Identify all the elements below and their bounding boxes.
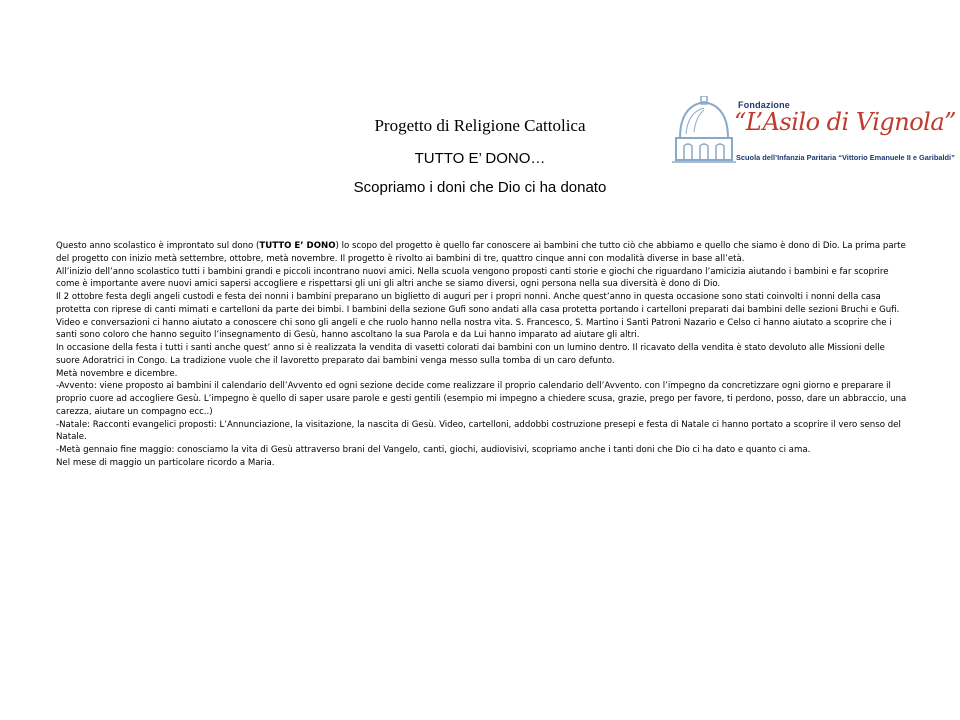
project-subtitle: TUTTO E’ DONO…	[414, 150, 546, 167]
intro-text-b: ) lo scopo del progetto è quello far conoscere ai bambini che tutto ciò che abbiamo e quello che siamo è dono di Dio. La prima parte del progetto con inizio metà settembre, ottobre, metà novembre. Il progetto è rivolto ai bambini di tre, quattro cinque anni con modalità diverse in base all’età.	[56, 241, 906, 264]
foundation-logo	[672, 96, 956, 168]
dome-building-icon	[672, 96, 736, 166]
intro-text-a: Questo anno scolastico è improntato sul dono (	[56, 241, 260, 251]
paragraph-intro	[56, 240, 908, 266]
page-title: Progetto di Religione Cattolica	[374, 116, 586, 135]
project-tagline: Scopriamo i doni che Dio ci ha donato	[353, 179, 607, 196]
paragraph-advent: -Avvento: viene proposto ai bambini il calendario dell’Avvento ed ogni sezione decide come realizzare il proprio calendario dell’Avvento. con l’impegno da concretizzare ogni giorno e preparare il proprio cuore ad accogliere Gesù. L’impegno è quello di saper usare parole e gesti gentili (esempio mi impegno a chiedere scusa, grazie, prego per favore, ti perdono, posso, dare un abbraccio, una carezza, aiutare un compagno ecc..)	[56, 381, 907, 417]
paragraph-christmas: -Natale: Racconti evangelici proposti: L’Annunciazione, la visitazione, la nascita di Gesù. Video, cartelloni, addobbi costruzione presepi e festa di Natale ci hanno portato a scoprire il vero senso del Natale.	[56, 419, 901, 443]
paragraph-saints: Video e conversazioni ci hanno aiutato a conoscere chi sono gli angeli e che ruolo hanno nella nostra vita. S. Francesco, S. Martino i Santi Patroni Nazario e Celso ci hanno aiutato a scoprire che i santi sono coloro che hanno seguito l’insegnamento di Gesù, hanno ascoltano la sua Parola e da Lui hanno imparato ad aiutare gli altri.	[56, 317, 892, 341]
intro-bold-title: TUTTO E’ DONO	[259, 241, 336, 251]
paragraph-mary: Nel mese di maggio un particolare ricordo a Maria.	[56, 457, 275, 468]
logo-school-label: Scuola dell’Infanzia Paritaria “Vittorio Emanuele II e Garibaldi”	[736, 153, 955, 162]
logo-foundation-label: Fondazione	[738, 100, 790, 110]
paragraph-all-saints: In occasione della festa i tutti i santi anche quest’ anno si è realizzata la vendita di vasetti colorati dai bambini con un lumino dentro. Il ricavato della vendita è stato devoluto alle Missioni delle suore Adoratrici in Congo. La tradizione vuole che il lavoretto preparato dai bambini venga messo sulla tomba di un caro defunto.	[56, 343, 885, 366]
project-description	[56, 240, 908, 470]
paragraph-jesus-life: -Metà gennaio fine maggio: conosciamo la vita di Gesù attraverso brani del Vangelo, canti, giochi, audiovisivi, scopriamo anche i tanti doni che Dio ci ha dato e quanto ci ama.	[56, 445, 811, 455]
paragraph-guardian-angels: Il 2 ottobre festa degli angeli custodi e festa dei nonni i bambini preparano un biglietto di auguri per i propri nonni. Anche quest’anno in questa occasione sono stati coinvolti i nonni della casa protetta con riprese di canti mimati e cartelloni da parte dei bimbi. I bambini della sezione Gufi sono andati alla casa protetta portando i cartelloni preparati dai bambini delle sezioni Bruchi e Gufi.	[56, 292, 900, 315]
paragraph-friendship: All’inizio dell’anno scolastico tutti i bambini grandi e piccoli incontrano nuovi amici. Nella scuola vengono proposti canti storie e giochi che riguardano l’amicizia aiutando i bambini e far scoprire come è importante avere nuovi amici sapersi accogliere e rispettarsi gli uni gli altri anche se siamo diversi, ogni persona nella sua diversità è dono di Dio.	[56, 266, 889, 290]
logo-name: “L’Asilo di Vignola”	[734, 108, 956, 136]
paragraph-period: Metà novembre e dicembre.	[56, 368, 178, 379]
